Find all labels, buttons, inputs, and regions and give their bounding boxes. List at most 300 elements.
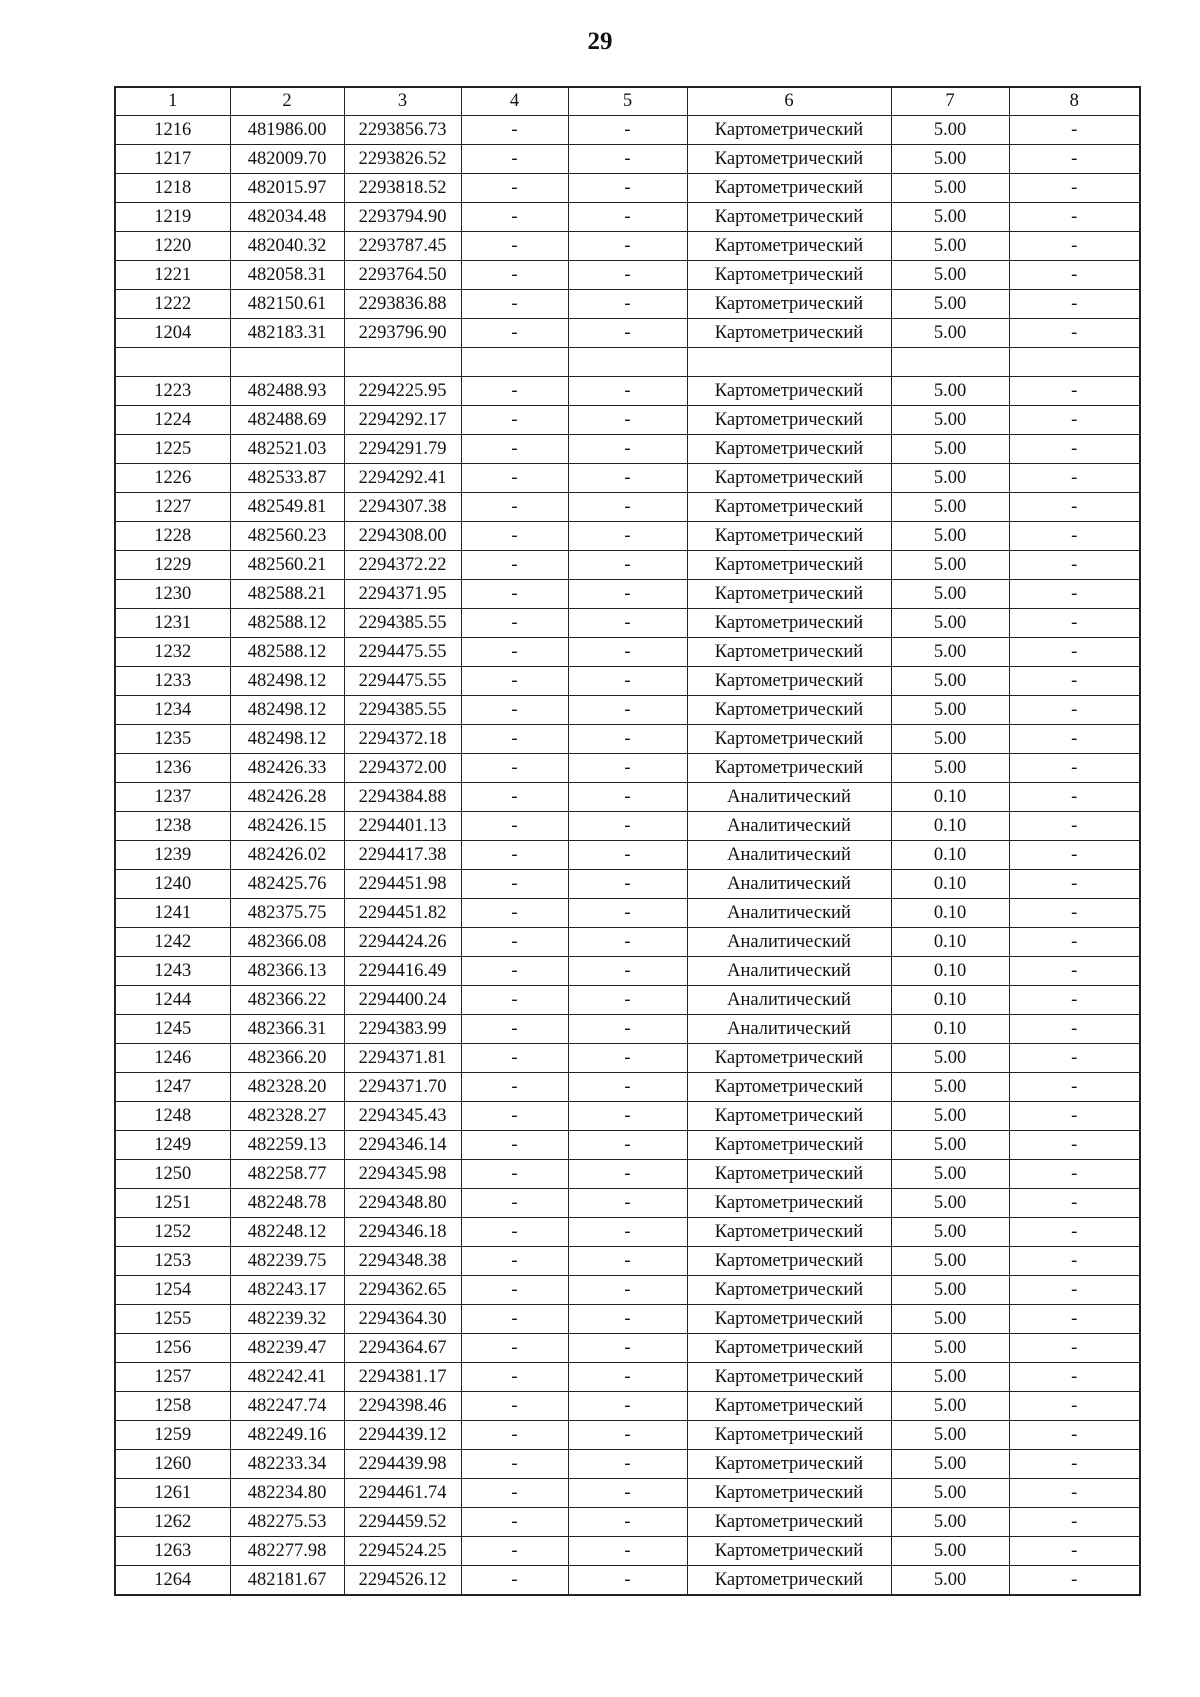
table-cell: - [461, 174, 568, 203]
table-cell: 482426.28 [230, 783, 344, 812]
table-cell: 482277.98 [230, 1537, 344, 1566]
table-cell: 5.00 [891, 1537, 1009, 1566]
table-cell: Картометрический [687, 174, 891, 203]
table-cell: 482233.34 [230, 1450, 344, 1479]
table-cell: 5.00 [891, 1073, 1009, 1102]
table-cell: - [461, 1131, 568, 1160]
table-cell: 5.00 [891, 696, 1009, 725]
table-cell: 1264 [115, 1566, 230, 1596]
table-cell: 1223 [115, 377, 230, 406]
table-cell: Аналитический [687, 1015, 891, 1044]
table-cell: - [461, 783, 568, 812]
table-cell: 1226 [115, 464, 230, 493]
table-row [115, 609, 1140, 638]
table-cell: 5.00 [891, 609, 1009, 638]
table-cell: - [568, 725, 687, 754]
table-cell: Картометрический [687, 261, 891, 290]
table-cell: Картометрический [687, 1305, 891, 1334]
table-row [115, 1305, 1140, 1334]
table-cell: - [1009, 696, 1140, 725]
table-cell: 1234 [115, 696, 230, 725]
table-cell: 1261 [115, 1479, 230, 1508]
table-cell: - [568, 899, 687, 928]
table-cell: 5.00 [891, 1508, 1009, 1537]
table-cell: - [461, 1421, 568, 1450]
table-cell: - [568, 406, 687, 435]
table-cell: - [1009, 435, 1140, 464]
table-cell: 1251 [115, 1189, 230, 1218]
table-cell: - [1009, 957, 1140, 986]
table-cell: - [1009, 1363, 1140, 1392]
table-row [115, 754, 1140, 783]
table-cell [568, 348, 687, 377]
table-cell: - [1009, 1247, 1140, 1276]
table-cell: - [1009, 1305, 1140, 1334]
table-cell: 2294417.38 [344, 841, 461, 870]
table-cell: 5.00 [891, 261, 1009, 290]
table-cell: 482426.15 [230, 812, 344, 841]
table-row [115, 1044, 1140, 1073]
table-cell: 1259 [115, 1421, 230, 1450]
table-cell: 5.00 [891, 522, 1009, 551]
table-cell: 1216 [115, 116, 230, 145]
table-cell: 2294371.95 [344, 580, 461, 609]
table-cell: 5.00 [891, 290, 1009, 319]
table-cell: 0.10 [891, 1015, 1009, 1044]
table-cell: - [461, 1276, 568, 1305]
table-cell: - [568, 377, 687, 406]
table-cell: 5.00 [891, 377, 1009, 406]
table-cell: - [568, 1508, 687, 1537]
table-cell: Картометрический [687, 580, 891, 609]
table-cell: 482549.81 [230, 493, 344, 522]
table-cell: 482366.08 [230, 928, 344, 957]
table-cell: 482560.23 [230, 522, 344, 551]
table-cell: 1262 [115, 1508, 230, 1537]
table-cell: 1258 [115, 1392, 230, 1421]
table-row [115, 1508, 1140, 1537]
table-cell: - [568, 1392, 687, 1421]
table-cell: - [461, 667, 568, 696]
table-cell: - [1009, 1044, 1140, 1073]
table-cell: 1237 [115, 783, 230, 812]
table-cell: 482248.78 [230, 1189, 344, 1218]
table-cell: - [568, 203, 687, 232]
table-cell: - [568, 261, 687, 290]
table-cell: - [1009, 1392, 1140, 1421]
table-cell: - [461, 1363, 568, 1392]
table-cell: - [461, 377, 568, 406]
table-row [115, 870, 1140, 899]
table-cell: - [568, 1305, 687, 1334]
column-header: 8 [1009, 87, 1140, 116]
table-cell: 482533.87 [230, 464, 344, 493]
table-cell: - [1009, 406, 1140, 435]
table-row [115, 203, 1140, 232]
table-cell: 2294451.98 [344, 870, 461, 899]
table-cell: - [568, 1421, 687, 1450]
table-cell: 482150.61 [230, 290, 344, 319]
table-cell: Картометрический [687, 754, 891, 783]
table-row [115, 464, 1140, 493]
table-cell: - [1009, 1566, 1140, 1596]
table-cell: - [461, 232, 568, 261]
table-cell: 2294292.41 [344, 464, 461, 493]
table-cell: - [461, 203, 568, 232]
table-cell: - [461, 928, 568, 957]
table-cell: 0.10 [891, 986, 1009, 1015]
table-cell: 2294364.30 [344, 1305, 461, 1334]
table-cell: 1256 [115, 1334, 230, 1363]
table-cell: - [568, 116, 687, 145]
table-cell: - [568, 986, 687, 1015]
table-cell: 482242.41 [230, 1363, 344, 1392]
table-cell: - [461, 899, 568, 928]
table-cell: 482239.32 [230, 1305, 344, 1334]
table-cell: 2294459.52 [344, 1508, 461, 1537]
table-cell: 482259.13 [230, 1131, 344, 1160]
table-cell: Картометрический [687, 638, 891, 667]
table-cell: 482588.21 [230, 580, 344, 609]
table-cell: - [461, 116, 568, 145]
table-cell: Картометрический [687, 1276, 891, 1305]
table-cell: - [1009, 899, 1140, 928]
table-cell: 2294401.13 [344, 812, 461, 841]
table-cell: Аналитический [687, 841, 891, 870]
table-cell: 1233 [115, 667, 230, 696]
table-cell: Картометрический [687, 551, 891, 580]
table-cell: 2294439.12 [344, 1421, 461, 1450]
table-cell: 5.00 [891, 1305, 1009, 1334]
table-cell: 2294225.95 [344, 377, 461, 406]
table-cell: 0.10 [891, 812, 1009, 841]
table-cell: 2294292.17 [344, 406, 461, 435]
table-cell: 2294345.98 [344, 1160, 461, 1189]
table-row [115, 406, 1140, 435]
table-cell: 5.00 [891, 1102, 1009, 1131]
table-cell: 482366.22 [230, 986, 344, 1015]
table-row [115, 348, 1140, 377]
table-cell: 482366.31 [230, 1015, 344, 1044]
table-cell: 5.00 [891, 1363, 1009, 1392]
table-cell: - [568, 522, 687, 551]
table-cell: Картометрический [687, 1102, 891, 1131]
table-cell: 5.00 [891, 551, 1009, 580]
table-cell: - [461, 435, 568, 464]
table-cell: Картометрический [687, 1073, 891, 1102]
table-cell: - [1009, 754, 1140, 783]
table-cell: 1248 [115, 1102, 230, 1131]
table-row [115, 1566, 1140, 1596]
table-cell: 2294381.17 [344, 1363, 461, 1392]
table-cell: - [461, 1450, 568, 1479]
table-cell: 5.00 [891, 725, 1009, 754]
table-cell: 482239.47 [230, 1334, 344, 1363]
table-cell: 482258.77 [230, 1160, 344, 1189]
table-cell: Аналитический [687, 928, 891, 957]
table-header-row [115, 87, 1140, 116]
table-cell: Картометрический [687, 232, 891, 261]
table-cell: - [568, 1566, 687, 1596]
table-cell: 1240 [115, 870, 230, 899]
table-cell: - [461, 1073, 568, 1102]
table-row [115, 174, 1140, 203]
table-cell: 1247 [115, 1073, 230, 1102]
table-cell: 482366.20 [230, 1044, 344, 1073]
table-cell: 1219 [115, 203, 230, 232]
table-cell: - [568, 1218, 687, 1247]
table-row [115, 522, 1140, 551]
table-cell: 5.00 [891, 435, 1009, 464]
table-cell: 1253 [115, 1247, 230, 1276]
table-cell: - [1009, 1450, 1140, 1479]
table-cell: - [1009, 1218, 1140, 1247]
table-cell: - [461, 1305, 568, 1334]
table-cell: 482243.17 [230, 1276, 344, 1305]
table-cell: - [461, 986, 568, 1015]
table-cell: 5.00 [891, 1392, 1009, 1421]
table-cell: 482375.75 [230, 899, 344, 928]
table-row [115, 1015, 1140, 1044]
table-cell: - [568, 696, 687, 725]
table-cell: - [568, 232, 687, 261]
table-row [115, 899, 1140, 928]
table-cell: Картометрический [687, 464, 891, 493]
table-cell: 482239.75 [230, 1247, 344, 1276]
table-cell: - [568, 464, 687, 493]
table-cell [1009, 348, 1140, 377]
table-cell: - [1009, 1508, 1140, 1537]
table-cell: - [461, 725, 568, 754]
table-row [115, 986, 1140, 1015]
table-cell: 482181.67 [230, 1566, 344, 1596]
table-cell: 482234.80 [230, 1479, 344, 1508]
table-row [115, 1073, 1140, 1102]
table-cell: Картометрический [687, 1450, 891, 1479]
table-cell: - [1009, 986, 1140, 1015]
table-cell: 2293764.50 [344, 261, 461, 290]
table-cell: 1238 [115, 812, 230, 841]
table-cell: - [1009, 1479, 1140, 1508]
table-cell: Картометрический [687, 1508, 891, 1537]
table-cell: 1239 [115, 841, 230, 870]
page-number: 29 [587, 28, 613, 55]
table-cell: - [461, 1537, 568, 1566]
table-cell: - [461, 870, 568, 899]
table-cell: 482425.76 [230, 870, 344, 899]
table-cell: - [1009, 783, 1140, 812]
table-cell: - [1009, 812, 1140, 841]
table-cell: 1263 [115, 1537, 230, 1566]
table-cell: - [568, 551, 687, 580]
table-cell: 2294372.22 [344, 551, 461, 580]
table-row [115, 957, 1140, 986]
table-cell: 1231 [115, 609, 230, 638]
table-cell: 1245 [115, 1015, 230, 1044]
table-cell: 2294526.12 [344, 1566, 461, 1596]
table-cell: Картометрический [687, 1479, 891, 1508]
table-cell: 2294362.65 [344, 1276, 461, 1305]
table-cell: - [568, 1044, 687, 1073]
table-row [115, 1479, 1140, 1508]
table-cell: 5.00 [891, 319, 1009, 348]
table-cell: 1250 [115, 1160, 230, 1189]
table-cell: 0.10 [891, 899, 1009, 928]
table-cell: - [568, 1247, 687, 1276]
table-cell: - [568, 754, 687, 783]
table-cell: 1246 [115, 1044, 230, 1073]
table-cell: - [568, 928, 687, 957]
table-cell: Аналитический [687, 957, 891, 986]
table-cell: - [461, 1247, 568, 1276]
table-cell: - [461, 290, 568, 319]
table-cell [230, 348, 344, 377]
table-row [115, 377, 1140, 406]
table-cell: 2294372.00 [344, 754, 461, 783]
table-cell: - [461, 551, 568, 580]
table-row [115, 261, 1140, 290]
table-cell: - [568, 319, 687, 348]
table-cell: 2294348.80 [344, 1189, 461, 1218]
table-cell: 1254 [115, 1276, 230, 1305]
table-cell: 2294345.43 [344, 1102, 461, 1131]
table-cell: Картометрический [687, 145, 891, 174]
table-cell: Картометрический [687, 377, 891, 406]
table-cell: 5.00 [891, 1131, 1009, 1160]
table-cell: - [1009, 870, 1140, 899]
table-cell: 2294371.70 [344, 1073, 461, 1102]
table-cell: - [461, 145, 568, 174]
column-header: 5 [568, 87, 687, 116]
table-cell: 482588.12 [230, 609, 344, 638]
table-cell: - [461, 261, 568, 290]
table-cell: 1249 [115, 1131, 230, 1160]
table-cell: - [568, 870, 687, 899]
table-cell: - [568, 1131, 687, 1160]
table-cell: 1228 [115, 522, 230, 551]
table-cell: 2294524.25 [344, 1537, 461, 1566]
table-cell: - [461, 1508, 568, 1537]
table-cell: Картометрический [687, 522, 891, 551]
table-cell: - [461, 319, 568, 348]
table-cell: 5.00 [891, 754, 1009, 783]
table-cell: - [568, 667, 687, 696]
table-row [115, 232, 1140, 261]
table-cell: - [568, 783, 687, 812]
table-cell: 482183.31 [230, 319, 344, 348]
table-cell: - [1009, 174, 1140, 203]
table-cell: - [568, 1160, 687, 1189]
table-cell: 5.00 [891, 1276, 1009, 1305]
table-row [115, 580, 1140, 609]
table-cell: - [461, 696, 568, 725]
table-cell: - [461, 1015, 568, 1044]
table-cell: - [461, 754, 568, 783]
table-cell: 5.00 [891, 406, 1009, 435]
table-cell: Картометрический [687, 1189, 891, 1218]
table-cell: 2294400.24 [344, 986, 461, 1015]
table-cell: 2294461.74 [344, 1479, 461, 1508]
table-cell: 5.00 [891, 116, 1009, 145]
table-cell: 2294385.55 [344, 696, 461, 725]
table-cell: - [568, 957, 687, 986]
table-cell: 2293796.90 [344, 319, 461, 348]
table-cell: Аналитический [687, 783, 891, 812]
table-cell: - [461, 1479, 568, 1508]
table-row [115, 116, 1140, 145]
table-cell: 482328.27 [230, 1102, 344, 1131]
table-cell: 482488.69 [230, 406, 344, 435]
table-cell: 0.10 [891, 841, 1009, 870]
table-cell: - [568, 1537, 687, 1566]
table-cell: - [568, 435, 687, 464]
table-row [115, 1334, 1140, 1363]
table-cell: - [568, 638, 687, 667]
table-cell: Картометрический [687, 609, 891, 638]
table-cell: - [461, 1566, 568, 1596]
table-cell: 482366.13 [230, 957, 344, 986]
table-cell: - [461, 957, 568, 986]
table-cell: 2293818.52 [344, 174, 461, 203]
table-cell: - [1009, 377, 1140, 406]
table-cell: - [1009, 261, 1140, 290]
table-cell: 482488.93 [230, 377, 344, 406]
table-cell: Аналитический [687, 812, 891, 841]
table-cell: 482249.16 [230, 1421, 344, 1450]
table-cell: Картометрический [687, 116, 891, 145]
table-cell: Аналитический [687, 986, 891, 1015]
table-cell: Картометрический [687, 1247, 891, 1276]
table-cell: - [568, 1479, 687, 1508]
table-cell: - [568, 1334, 687, 1363]
table-cell: - [1009, 1073, 1140, 1102]
table-cell: 2294475.55 [344, 638, 461, 667]
table-cell: 482426.02 [230, 841, 344, 870]
table-cell: - [568, 1450, 687, 1479]
table-cell: 482498.12 [230, 725, 344, 754]
table-cell: 1242 [115, 928, 230, 957]
table-cell: - [461, 406, 568, 435]
table-cell: 5.00 [891, 203, 1009, 232]
table-cell: 2294372.18 [344, 725, 461, 754]
table-cell: - [461, 1160, 568, 1189]
table-cell: - [1009, 290, 1140, 319]
table-row [115, 1131, 1140, 1160]
table-cell: 2294424.26 [344, 928, 461, 957]
table-cell [115, 348, 230, 377]
table-cell: - [568, 290, 687, 319]
table-cell: - [1009, 928, 1140, 957]
table-cell: 2294398.46 [344, 1392, 461, 1421]
table-cell: 2294439.98 [344, 1450, 461, 1479]
table-cell: - [461, 841, 568, 870]
table-cell: - [1009, 464, 1140, 493]
table-cell: 2294346.18 [344, 1218, 461, 1247]
table-cell: Картометрический [687, 319, 891, 348]
table-cell: - [1009, 725, 1140, 754]
table-cell: - [568, 174, 687, 203]
table-cell: - [1009, 145, 1140, 174]
table-cell: 5.00 [891, 1479, 1009, 1508]
table-cell: - [568, 812, 687, 841]
table-cell: Картометрический [687, 1160, 891, 1189]
table-row [115, 435, 1140, 464]
table-cell: 2294475.55 [344, 667, 461, 696]
table-cell: 482058.31 [230, 261, 344, 290]
table-cell: 5.00 [891, 174, 1009, 203]
table-cell: 2294346.14 [344, 1131, 461, 1160]
table-cell: 482426.33 [230, 754, 344, 783]
